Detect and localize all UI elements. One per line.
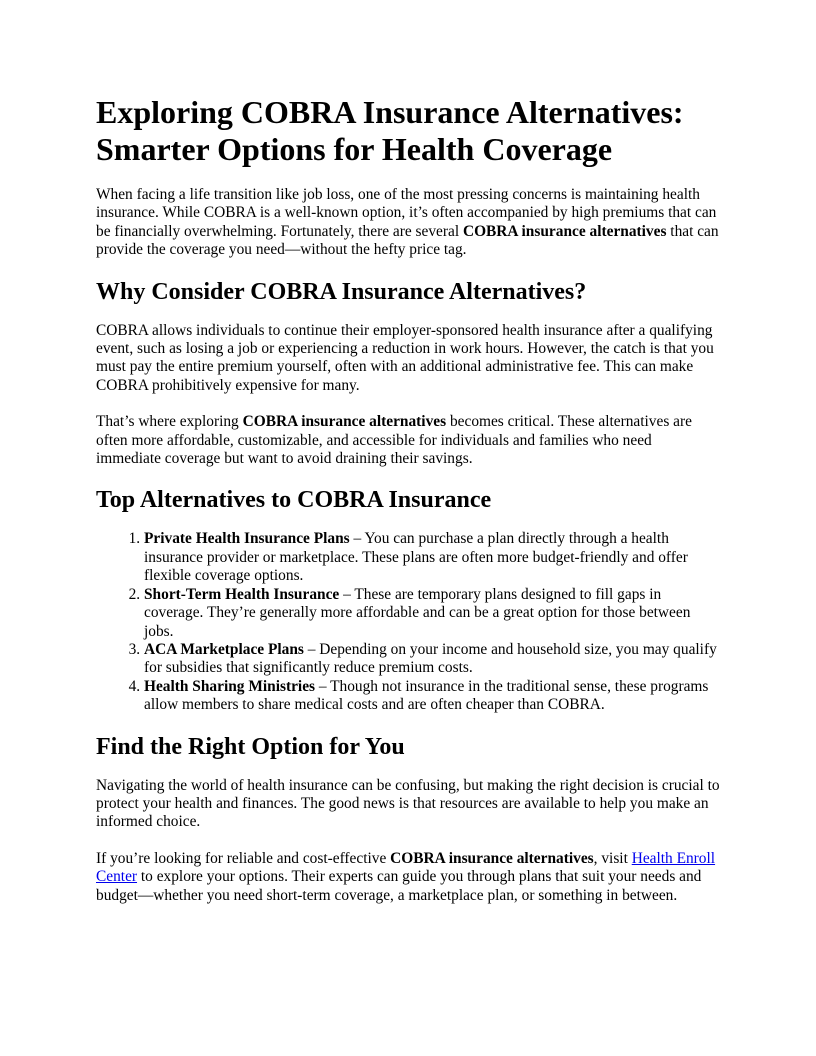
list-item xyxy=(144,678,720,715)
alternatives-list xyxy=(96,530,720,714)
intro-text-2: that can provide the coverage you need—without the hefty price tag. xyxy=(96,222,719,259)
find-paragraph-1: Navigating the world of health insurance can be confusing, but making the right decision is crucial to protect your health and finances. The good news is that resources are available to help you make an informed choice. xyxy=(96,776,720,831)
section-heading-find: Find the Right Option for You xyxy=(96,733,405,760)
why-p2-bold-keyword: COBRA insurance alternatives xyxy=(242,413,447,431)
list-item-text: – Though not insurance in the traditional sense, these programs allow members to share medical costs and are often cheaper than COBRA. xyxy=(144,677,709,714)
why-p2-text-2: becomes critical. These alternatives are often more affordable, customizable, and accessible for individuals and families who need immediate coverage but want to avoid draining their savings. xyxy=(96,413,692,468)
health-enroll-center-link[interactable]: Health Enroll Center xyxy=(96,849,716,886)
list-item-text: – You can purchase a plan directly through a health insurance provider or marketplace. These plans are often more budget-friendly and offer flexible coverage options. xyxy=(144,530,688,585)
intro-bold-keyword: COBRA insurance alternatives xyxy=(462,222,667,240)
page-title-line-2: Smarter Options for Health Coverage xyxy=(96,131,613,167)
find-paragraph-2 xyxy=(96,850,720,905)
list-item-title: Private Health Insurance Plans xyxy=(144,530,350,548)
intro-text-1: When facing a life transition like job loss, one of the most pressing concerns is maintaining health insurance. While COBRA is a well-known option, it’s often accompanied by high premiums that can be financially overwhelming. Fortunately, there are several xyxy=(96,186,717,240)
section-heading-why: Why Consider COBRA Insurance Alternatives? xyxy=(96,278,587,305)
why-paragraph-1: COBRA allows individuals to continue their employer-sponsored health insurance after a qualifying event, such as losing a job or experiencing a reduction in work hours. However, the catch is that you must pay the entire premium yourself, often with an additional administrative fee. This can make COBRA prohibitively expensive for many. xyxy=(96,321,714,394)
list-item xyxy=(144,530,720,585)
document-page xyxy=(96,94,720,923)
list-item-text: – Depending on your income and household size, you may qualify for subsidies that significantly reduce premium costs. xyxy=(144,640,717,677)
list-item-text: – These are temporary plans designed to fill gaps in coverage. They’re generally more affordable and can be a great option for those between jobs. xyxy=(144,585,691,640)
find-p2-text-2: , visit xyxy=(593,849,632,867)
find-p2-text-3: to explore your options. Their experts can guide you through plans that suit your needs and budget—whether you need short-term coverage, a marketplace plan, or something in between. xyxy=(96,868,702,904)
why-p2-text-1: That’s where exploring xyxy=(96,413,243,431)
find-p2-bold-keyword: COBRA insurance alternatives xyxy=(390,849,594,867)
intro-paragraph xyxy=(96,186,720,260)
page-title xyxy=(96,94,720,168)
list-item-title: Health Sharing Ministries xyxy=(144,677,316,695)
list-item-title: Short-Term Health Insurance xyxy=(144,585,340,603)
list-item xyxy=(144,586,720,641)
list-item-title: ACA Marketplace Plans xyxy=(144,640,304,658)
list-item xyxy=(144,641,720,678)
find-p2-text-1: If you’re looking for reliable and cost-effective xyxy=(96,849,391,867)
section-heading-top-alternatives: Top Alternatives to COBRA Insurance xyxy=(96,487,492,514)
page-title-line-1: Exploring COBRA Insurance Alternatives: xyxy=(96,94,684,130)
why-paragraph-2 xyxy=(96,413,720,468)
